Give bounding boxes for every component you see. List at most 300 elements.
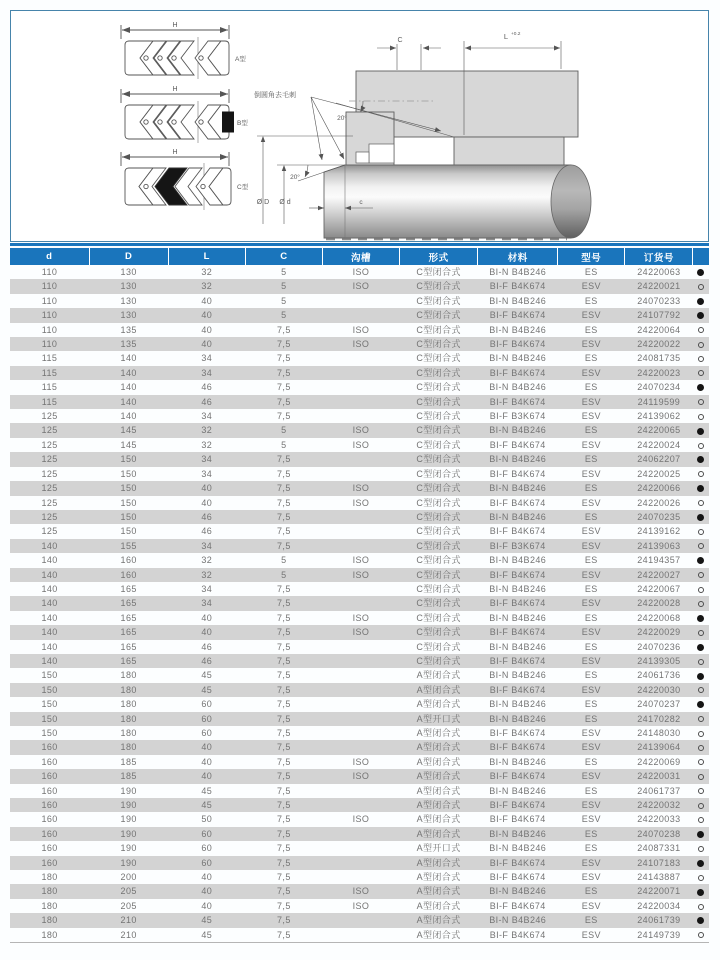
cell: ESV [558, 539, 625, 553]
availability-cell [693, 755, 709, 769]
table-row [10, 640, 709, 654]
open-circle-icon [698, 443, 704, 449]
availability-cell [693, 899, 709, 913]
cell: C型闭合式 [400, 539, 478, 553]
cell: ISO [322, 769, 399, 783]
availability-cell [693, 496, 709, 510]
availability-cell [693, 568, 709, 582]
cell: ES [584, 555, 598, 566]
cell: C型闭合式 [416, 353, 461, 364]
cell: 60 [201, 843, 213, 854]
cell: 130 [120, 295, 137, 306]
open-circle-icon [698, 630, 704, 636]
cell: 150 [41, 670, 58, 681]
cell: ISO [352, 612, 370, 623]
cell: 140 [89, 395, 168, 409]
cell [322, 697, 399, 711]
table-top-rule [10, 243, 709, 246]
open-circle-icon [698, 399, 704, 405]
cell: 140 [120, 353, 137, 364]
cell: 40 [201, 612, 213, 623]
cell: 185 [89, 769, 168, 783]
cell: C型闭合式 [400, 510, 478, 524]
cell: 140 [89, 366, 168, 380]
cell: 24139062 [637, 411, 681, 422]
open-circle-icon [698, 904, 704, 910]
availability-cell [693, 323, 709, 337]
cell: 45 [201, 785, 213, 796]
cell: ISO [352, 439, 370, 450]
cell: 24220034 [637, 900, 681, 911]
cell: 125 [41, 526, 58, 537]
cell: 110 [41, 267, 58, 277]
cell: C型闭合式 [416, 612, 461, 623]
cell: 60 [168, 856, 245, 870]
cell: 160 [10, 827, 89, 841]
cell: 115 [10, 395, 89, 409]
cell: 40 [201, 324, 213, 335]
open-circle-icon [698, 370, 704, 376]
cell: 180 [41, 929, 58, 940]
cell: ES [584, 756, 598, 767]
cell [322, 510, 399, 524]
table-row [10, 697, 709, 711]
cell: 24070236 [637, 641, 681, 652]
cell: ISO [322, 625, 399, 639]
availability-cell [693, 351, 709, 365]
cell: 40 [201, 497, 213, 508]
cell: BI-F B4K674 [478, 625, 558, 639]
type-b-label: B型 [237, 120, 248, 127]
availability-cell [693, 553, 709, 567]
cell: BI-F B4K674 [478, 308, 558, 322]
filled-circle-icon [697, 615, 704, 622]
open-circle-icon [698, 414, 704, 420]
open-circle-icon [698, 327, 704, 333]
cell: 24220064 [637, 324, 681, 335]
cell: 24220024 [637, 439, 681, 450]
cell: 34 [201, 411, 213, 422]
cell: BI-N B4B246 [489, 267, 547, 277]
cell: 24070235 [625, 510, 693, 524]
cell: 24170282 [625, 712, 693, 726]
table-row [10, 524, 709, 538]
availability-cell [693, 726, 709, 740]
cell: ES [584, 267, 598, 277]
cell: 24061737 [637, 785, 681, 796]
dim-h-label-c: H [172, 149, 178, 156]
cell: ISO [352, 756, 370, 767]
filled-circle-icon [697, 889, 704, 896]
col-header-availability [693, 248, 709, 265]
availability-cell [693, 928, 709, 943]
cell: 140 [10, 625, 89, 639]
cell: A型开口式 [400, 712, 478, 726]
table-row [10, 553, 709, 567]
shaft-cross-section [324, 165, 591, 239]
cell: ES [558, 913, 625, 927]
cell: 24070237 [637, 699, 681, 710]
cell: BI-F B3K674 [478, 539, 558, 553]
cell: 24107183 [625, 856, 693, 870]
cell: ISO [322, 568, 399, 582]
cell: 7,5 [277, 843, 291, 854]
cell: BI-F B4K674 [478, 568, 558, 582]
table-row [10, 539, 709, 553]
cell: BI-N B4B246 [478, 712, 558, 726]
table-row [10, 366, 709, 380]
availability-cell [693, 308, 709, 322]
filled-circle-icon [697, 312, 704, 319]
cell: BI-F B4K674 [489, 497, 546, 508]
cell: 130 [120, 267, 137, 277]
cell [322, 726, 399, 740]
cell: ESV [558, 740, 625, 754]
table-row [10, 279, 709, 293]
cell: BI-F B4K674 [478, 856, 558, 870]
cell: 180 [120, 728, 137, 738]
open-circle-icon [698, 759, 704, 765]
cell [322, 827, 399, 841]
cell: ES [584, 843, 598, 854]
table-row [10, 913, 709, 927]
availability-cell [693, 841, 709, 855]
cell: ESV [581, 526, 601, 537]
cell: A型闭合式 [416, 785, 461, 796]
availability-cell [693, 524, 709, 538]
cell: 155 [89, 539, 168, 553]
cell: 34 [168, 452, 245, 466]
filled-circle-icon [697, 917, 704, 924]
cell: ES [558, 884, 625, 898]
availability-cell [693, 294, 709, 308]
cell: 40 [168, 769, 245, 783]
cell [322, 467, 399, 481]
cell [322, 740, 399, 754]
table-row [10, 510, 709, 524]
cell: A型闭合式 [416, 699, 461, 710]
table-row [10, 467, 709, 481]
cell: A型开口式 [416, 843, 461, 854]
cell: 7,5 [277, 497, 291, 508]
cell: ES [584, 324, 598, 335]
availability-cell [693, 769, 709, 783]
cell: BI-N B4B246 [478, 913, 558, 927]
cell [322, 856, 399, 870]
cell: 7,5 [277, 728, 291, 738]
cell: BI-F B4K674 [489, 728, 546, 738]
cell [322, 913, 399, 927]
availability-cell [693, 827, 709, 841]
cell: 46 [168, 510, 245, 524]
cell: 7,5 [245, 740, 322, 754]
cell: 7,5 [245, 481, 322, 495]
cell: ISO [352, 555, 370, 566]
cell: 50 [201, 814, 213, 825]
cell: C型闭合式 [400, 395, 478, 409]
availability-cell [693, 452, 709, 466]
cell: 24087331 [637, 843, 681, 854]
cell: A型闭合式 [416, 929, 461, 940]
cell: ISO [322, 279, 399, 293]
cell: BI-F B4K674 [478, 740, 558, 754]
open-circle-icon [698, 875, 704, 881]
cell: 40 [168, 884, 245, 898]
cell: 45 [201, 929, 213, 940]
cell: ESV [558, 856, 625, 870]
cell: ESV [558, 596, 625, 610]
cell: 24220025 [637, 468, 681, 479]
filled-circle-icon [697, 644, 704, 651]
cell: C型闭合式 [416, 411, 461, 422]
cell: C型闭合式 [416, 382, 461, 393]
table-row [10, 481, 709, 495]
cell: 165 [120, 641, 137, 652]
cell: C型闭合式 [400, 337, 478, 351]
cell: BI-F B4K674 [489, 468, 546, 479]
availability-cell [693, 596, 709, 610]
dim-h-label-a: H [172, 22, 178, 29]
cell: 7,5 [277, 612, 291, 623]
open-circle-icon [698, 846, 704, 852]
filled-circle-icon [697, 269, 704, 276]
cell: 7,5 [277, 641, 291, 652]
cell [322, 582, 399, 596]
cell: 24070234 [637, 382, 681, 393]
cell: 160 [41, 756, 58, 767]
cell: A型闭合式 [416, 900, 461, 911]
filled-circle-icon [697, 557, 704, 564]
cell: 40 [201, 295, 213, 306]
cell: 40 [168, 740, 245, 754]
dim-length-tol-label: +0.2 [511, 32, 521, 37]
cell: 7,5 [245, 827, 322, 841]
cell: ISO [352, 497, 370, 508]
cell: 150 [41, 699, 58, 710]
availability-cell [693, 640, 709, 654]
cell: 150 [120, 497, 137, 508]
cell: 140 [10, 654, 89, 668]
open-circle-icon [698, 529, 704, 535]
cell: ISO [352, 900, 370, 911]
cell: 160 [41, 785, 58, 796]
cell: 40 [201, 756, 213, 767]
cell: C型闭合式 [416, 439, 461, 450]
cell: 24220027 [625, 568, 693, 582]
cell: 180 [120, 670, 137, 681]
cell: 5 [245, 568, 322, 582]
table-row [10, 712, 709, 726]
cell [322, 294, 399, 308]
open-circle-icon [698, 745, 704, 751]
packing-stack-b-diagram [121, 89, 234, 143]
availability-cell [693, 279, 709, 293]
table-row [10, 337, 709, 351]
availability-cell [693, 423, 709, 437]
cell: A型闭合式 [400, 683, 478, 697]
cell [322, 654, 399, 668]
cell: 24062207 [625, 452, 693, 466]
cell: 5 [281, 439, 287, 450]
cell: BI-N B4B246 [478, 452, 558, 466]
cell [322, 870, 399, 884]
cell: ES [584, 670, 598, 681]
cell: ESV [558, 568, 625, 582]
cell [322, 351, 399, 365]
col-header-form: 形式 [400, 248, 478, 265]
cell: 140 [10, 539, 89, 553]
cell [322, 524, 399, 538]
filled-circle-icon [697, 831, 704, 838]
cell: 110 [10, 308, 89, 322]
open-circle-icon [698, 687, 704, 693]
cell: ES [558, 510, 625, 524]
cell: 140 [10, 596, 89, 610]
open-circle-icon [698, 342, 704, 348]
open-circle-icon [698, 731, 704, 737]
cell: 24220069 [637, 756, 681, 767]
cell: 140 [120, 411, 137, 422]
cell: 32 [168, 423, 245, 437]
cell: C型闭合式 [400, 568, 478, 582]
table-row [10, 827, 709, 841]
cell: 160 [41, 814, 58, 825]
cell: 165 [120, 612, 137, 623]
cell: 130 [89, 308, 168, 322]
cell: 190 [120, 785, 137, 796]
filled-circle-icon [697, 860, 704, 867]
cell: 24139064 [625, 740, 693, 754]
cell [322, 596, 399, 610]
availability-cell [693, 265, 709, 279]
table-row [10, 596, 709, 610]
cell: 125 [41, 468, 58, 479]
table-row [10, 438, 709, 452]
cell: 24139063 [625, 539, 693, 553]
availability-cell [693, 668, 709, 682]
cell: 140 [41, 555, 58, 566]
cell: 46 [168, 654, 245, 668]
cell: A型闭合式 [416, 756, 461, 767]
cell: 180 [41, 872, 58, 883]
cell: 190 [89, 856, 168, 870]
cell: 180 [89, 740, 168, 754]
open-circle-icon [698, 803, 704, 809]
cell: 40 [168, 625, 245, 639]
table-row [10, 654, 709, 668]
cell: BI-F B4K674 [489, 439, 546, 450]
cell: 5 [281, 295, 287, 306]
cell [322, 308, 399, 322]
cell: A型闭合式 [416, 728, 461, 738]
type-c-label: C型 [237, 184, 249, 191]
table-row [10, 856, 709, 870]
cell: 5 [245, 423, 322, 437]
cell: 110 [41, 295, 58, 306]
cell: BI-N B4B246 [489, 295, 547, 306]
open-circle-icon [698, 543, 704, 549]
packing-stack-a-diagram [121, 25, 229, 79]
cell: 150 [41, 728, 58, 738]
cell: 7,5 [277, 900, 291, 911]
cell: 7,5 [245, 366, 322, 380]
cell: 24194357 [637, 555, 681, 566]
cell: BI-N B4B246 [489, 382, 547, 393]
table-row [10, 582, 709, 596]
cell [322, 395, 399, 409]
cell: 7,5 [277, 670, 291, 681]
cell: 125 [41, 439, 58, 450]
cell: BI-F B4K674 [478, 683, 558, 697]
cell: ISO [322, 884, 399, 898]
cell: 60 [168, 712, 245, 726]
cell: BI-N B4B246 [489, 612, 547, 623]
cell: ESV [581, 872, 601, 883]
cell: A型闭合式 [416, 670, 461, 681]
cell: ES [558, 452, 625, 466]
open-circle-icon [698, 774, 704, 780]
cell: 7,5 [245, 769, 322, 783]
cell: 135 [89, 337, 168, 351]
cell: BI-N B4B246 [489, 785, 547, 796]
table-row [10, 265, 709, 279]
cell: ISO [322, 423, 399, 437]
filled-circle-icon [697, 514, 704, 521]
cell: 115 [10, 366, 89, 380]
cell: 40 [201, 900, 213, 911]
cell: ES [584, 295, 598, 306]
cell: 210 [120, 929, 137, 940]
cell: 24220032 [625, 798, 693, 812]
cell: 150 [120, 468, 137, 479]
availability-cell [693, 467, 709, 481]
cell: 45 [201, 670, 213, 681]
cell: BI-N B4B246 [489, 756, 547, 767]
filled-circle-icon [697, 384, 704, 391]
cell: BI-N B4B246 [489, 353, 547, 364]
cell: 160 [89, 568, 168, 582]
cell: 160 [10, 856, 89, 870]
angle-bottom-label: 20° [290, 174, 300, 181]
cell: 24149739 [637, 929, 681, 940]
cell: C型闭合式 [416, 468, 461, 479]
dim-h-label-b: H [172, 86, 178, 93]
table-row [10, 740, 709, 754]
filled-circle-icon [697, 456, 704, 463]
availability-cell [693, 798, 709, 812]
cell: 125 [41, 411, 58, 422]
cell: ESV [558, 279, 625, 293]
cell: BI-F B4K674 [489, 872, 546, 883]
cell: 24220022 [625, 337, 693, 351]
open-circle-icon [698, 932, 704, 938]
availability-cell [693, 740, 709, 754]
cell: 45 [168, 798, 245, 812]
cell: ISO [352, 267, 370, 277]
table-row [10, 841, 709, 855]
cell: 190 [120, 843, 137, 854]
cell [322, 380, 399, 394]
cell: BI-F B4K674 [489, 814, 546, 825]
cell: C型闭合式 [416, 497, 461, 508]
cell: ES [558, 481, 625, 495]
cell: 150 [89, 510, 168, 524]
cell: 125 [10, 481, 89, 495]
cell: 7,5 [277, 324, 291, 335]
cell: 7,5 [245, 913, 322, 927]
cell: ES [558, 423, 625, 437]
cell [322, 409, 399, 423]
